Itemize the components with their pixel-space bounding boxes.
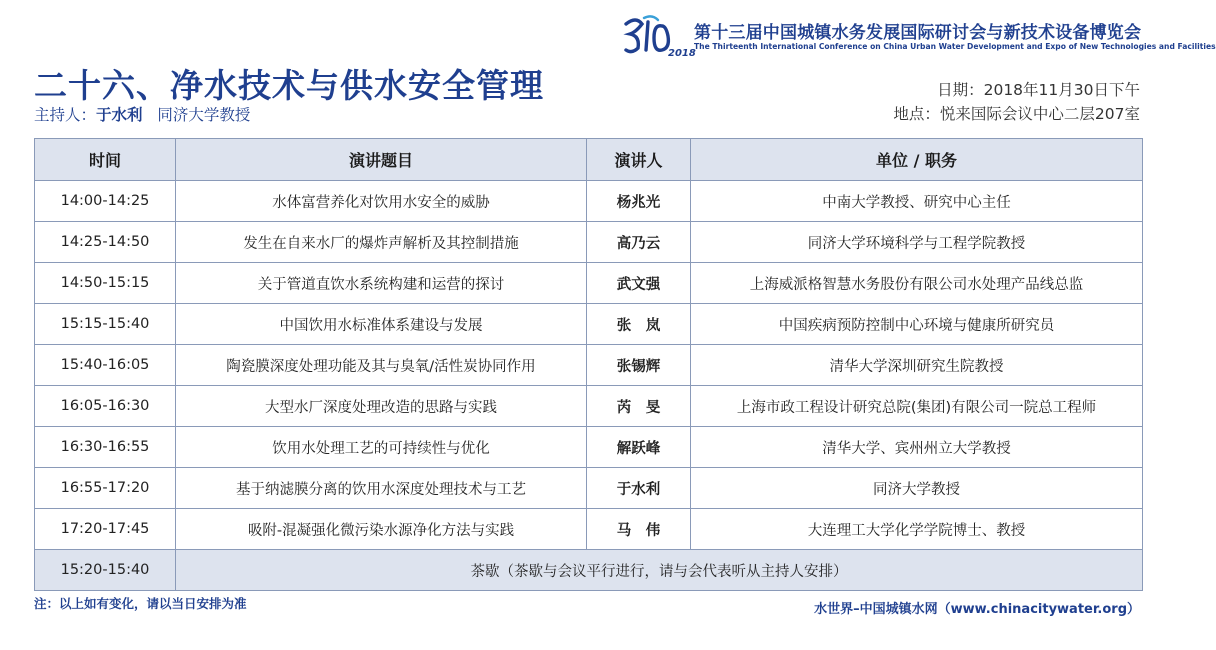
table-header-row [35, 139, 1143, 181]
organization-cell: 清华大学深圳研究生院教授 [691, 345, 1143, 386]
table-row [35, 468, 1143, 509]
time-cell: 14:50-15:15 [35, 263, 176, 304]
host-affiliation: 同济大学教授 [157, 106, 251, 124]
session-title: 二十六、净水技术与供水安全管理 [34, 66, 544, 105]
organization-cell: 上海市政工程设计研究总院(集团)有限公司一院总工程师 [691, 386, 1143, 427]
organization-cell: 上海威派格智慧水务股份有限公司水处理产品线总监 [691, 263, 1143, 304]
topic-cell: 关于管道直饮水系统构建和运营的探讨 [176, 263, 587, 304]
table-row [35, 427, 1143, 468]
session-date: 日期：2018年11月30日下午 [937, 81, 1140, 99]
break-text-cell: 茶歇（茶歇与会议平行进行，请与会代表听从主持人安排） [176, 550, 1143, 591]
time-cell: 16:55-17:20 [35, 468, 176, 509]
topic-cell: 基于纳滤膜分离的饮用水深度处理技术与工艺 [176, 468, 587, 509]
speaker-cell: 张锡辉 [587, 345, 691, 386]
table-row [35, 181, 1143, 222]
topic-cell: 中国饮用水标准体系建设与发展 [176, 304, 587, 345]
topic-cell: 陶瓷膜深度处理功能及其与臭氧/活性炭协同作用 [176, 345, 587, 386]
footer-site-link[interactable]: 水世界–中国城镇水网（www.chinacitywater.org） [814, 602, 1140, 617]
column-header-organization: 单位 / 职务 [691, 139, 1143, 181]
table-row [35, 222, 1143, 263]
table-row [35, 509, 1143, 550]
column-header-time: 时间 [35, 139, 176, 181]
session-location: 地点：悦来国际会议中心二层207室 [893, 105, 1140, 123]
speaker-cell: 芮 旻 [587, 386, 691, 427]
organization-cell: 清华大学、宾州州立大学教授 [691, 427, 1143, 468]
time-cell: 17:20-17:45 [35, 509, 176, 550]
topic-cell: 饮用水处理工艺的可持续性与优化 [176, 427, 587, 468]
organization-cell: 大连理工大学化学学院博士、教授 [691, 509, 1143, 550]
session-meta [893, 78, 1140, 126]
schedule-table [34, 138, 1143, 591]
speaker-cell: 高乃云 [587, 222, 691, 263]
table-row [35, 386, 1143, 427]
column-header-topic: 演讲题目 [176, 139, 587, 181]
break-time-cell: 15:20-15:40 [35, 550, 176, 591]
topic-cell: 吸附-混凝强化微污染水源净化方法与实践 [176, 509, 587, 550]
speaker-cell: 武文强 [587, 263, 691, 304]
topic-cell: 发生在自来水厂的爆炸声解析及其控制措施 [176, 222, 587, 263]
organization-cell: 同济大学教授 [691, 468, 1143, 509]
svg-text:2018: 2018 [668, 48, 696, 59]
organization-cell: 中南大学教授、研究中心主任 [691, 181, 1143, 222]
conference-subtitle: The Thirteenth International Conference on China Urban Water Development and Expo of New Technologies and Facilities [694, 42, 1216, 51]
speaker-cell: 杨兆光 [587, 181, 691, 222]
time-cell: 15:40-16:05 [35, 345, 176, 386]
conference-title: 第十三届中国城镇水务发展国际研讨会与新技术设备博览会 [694, 23, 1142, 43]
speaker-cell: 于水利 [587, 468, 691, 509]
table-row [35, 263, 1143, 304]
tea-break-row [35, 550, 1143, 591]
host-name: 于水利 [96, 106, 143, 124]
time-cell: 14:00-14:25 [35, 181, 176, 222]
host-label: 主持人： [34, 106, 97, 124]
speaker-cell: 张 岚 [587, 304, 691, 345]
speaker-cell: 马 伟 [587, 509, 691, 550]
time-cell: 16:05-16:30 [35, 386, 176, 427]
speaker-cell: 解跃峰 [587, 427, 691, 468]
footer-note: 注：以上如有变化，请以当日安排为准 [34, 596, 247, 611]
conference-logo-icon [622, 14, 696, 60]
table-row [35, 304, 1143, 345]
time-cell: 15:15-15:40 [35, 304, 176, 345]
time-cell: 14:25-14:50 [35, 222, 176, 263]
time-cell: 16:30-16:55 [35, 427, 176, 468]
session-host [34, 103, 250, 125]
organization-cell: 中国疾病预防控制中心环境与健康所研究员 [691, 304, 1143, 345]
topic-cell: 水体富营养化对饮用水安全的威胁 [176, 181, 587, 222]
organization-cell: 同济大学环境科学与工程学院教授 [691, 222, 1143, 263]
table-row [35, 345, 1143, 386]
topic-cell: 大型水厂深度处理改造的思路与实践 [176, 386, 587, 427]
column-header-speaker: 演讲人 [587, 139, 691, 181]
